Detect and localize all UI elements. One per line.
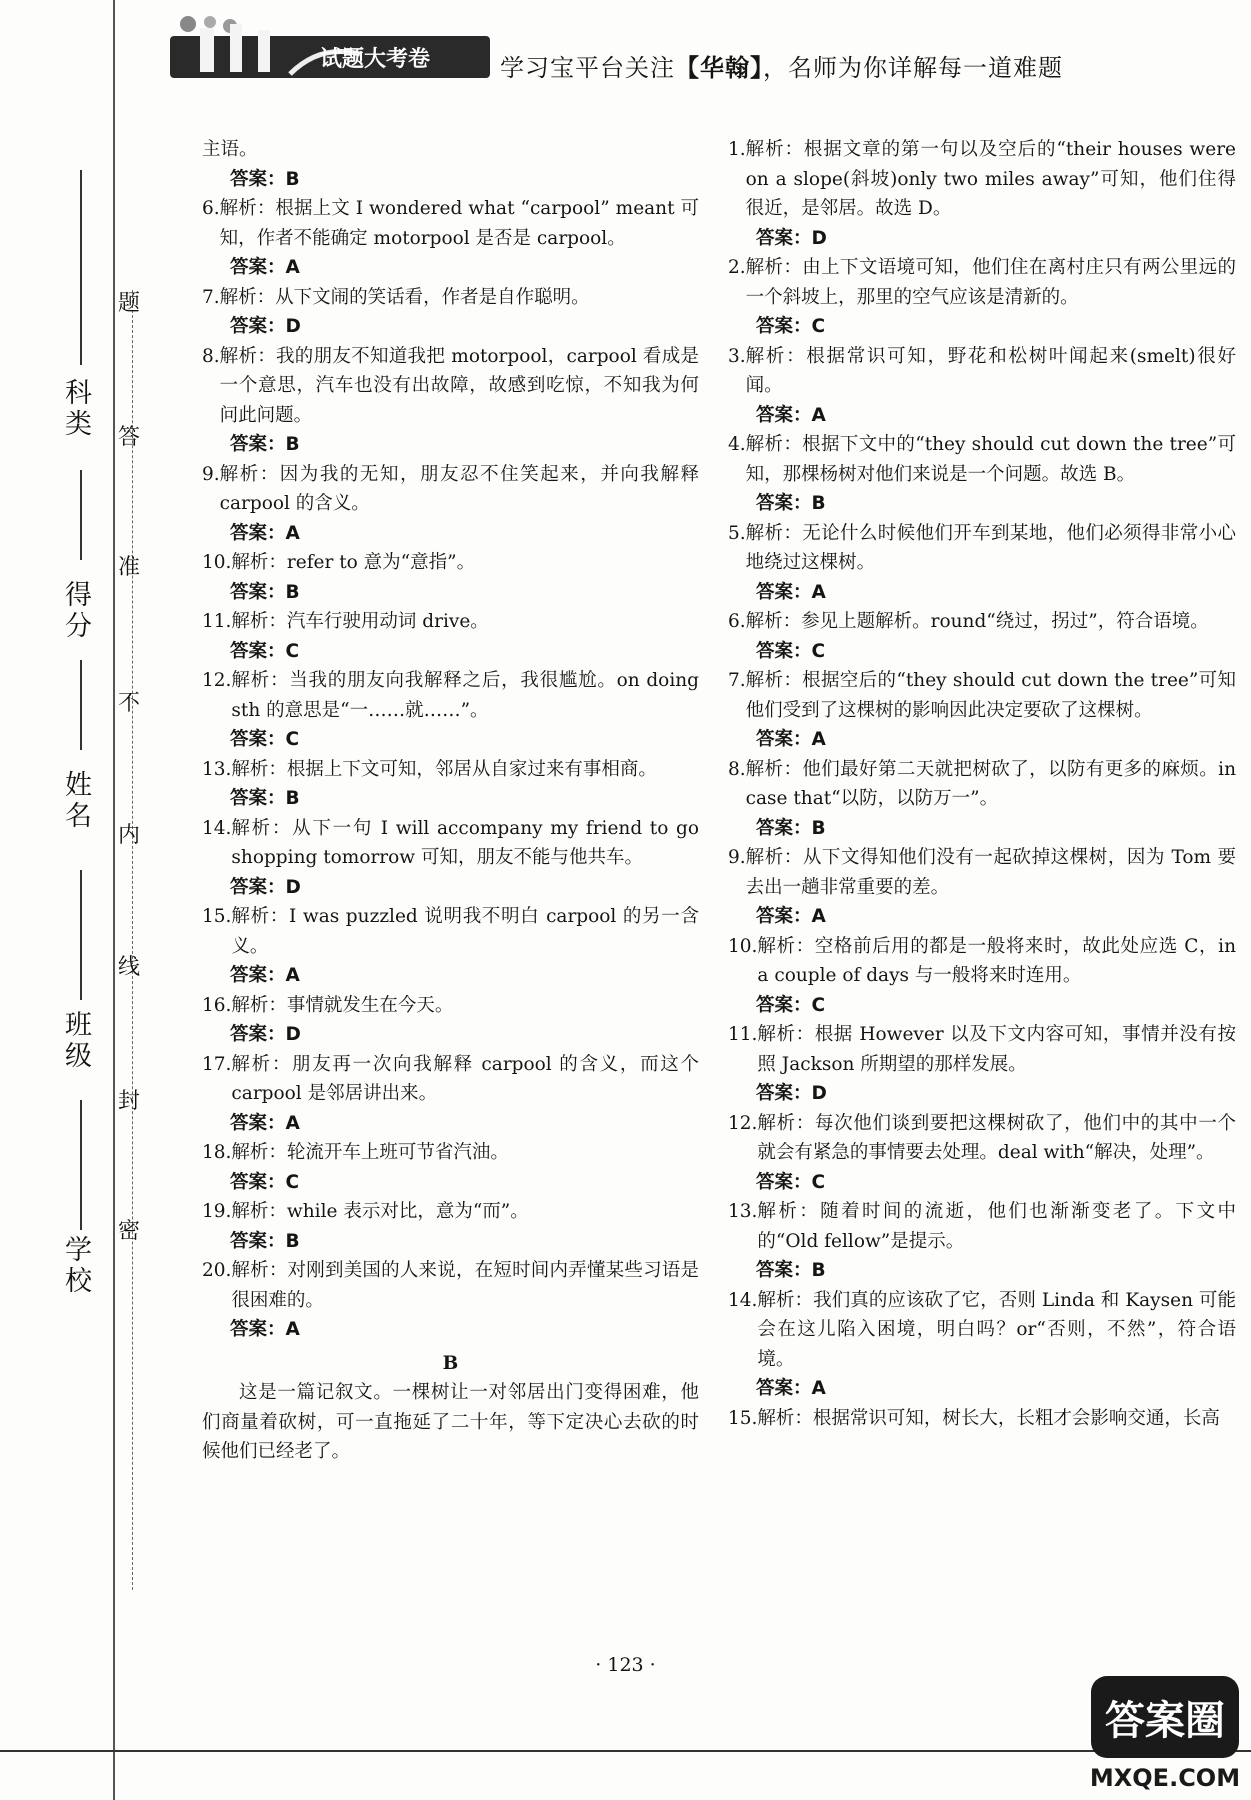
item-explanation: 解析：根据常识可知，野花和松树叶闻起来(smelt)很好闻。 xyxy=(745,345,1236,396)
item-number: 15. xyxy=(202,906,232,927)
item-number: 19. xyxy=(202,1201,232,1222)
page-number: · 123 · xyxy=(595,1654,656,1676)
item-answer: 答案：B xyxy=(230,581,300,603)
item-number: 1. xyxy=(728,139,746,160)
item-explanation: 解析：每次他们谈到要把这棵树砍了，他们中的其中一个就会有紧急的事情要去处理。deal with“解决，处理”。 xyxy=(757,1112,1236,1163)
right-item xyxy=(728,1286,1236,1375)
item-explanation: 解析：while 表示对比，意为“而”。 xyxy=(231,1201,529,1222)
item-explanation: 解析：由上下文语境可知，他们住在离村庄只有两公里远的一个斜坡上，那里的空气应该是清新的。 xyxy=(745,257,1236,308)
slogan-prefix: 学习宝平台关注 xyxy=(500,54,675,82)
header-logo-art xyxy=(170,14,490,88)
item-explanation: 解析：他们最好第二天就把树砍了，以防有更多的麻烦。in case that“以防，以防万一”。 xyxy=(745,758,1236,809)
left-item xyxy=(202,283,699,313)
item-explanation: 解析：根据 However 以及下文内容可知，事情并没有按照 Jackson 所期望的那样发展。 xyxy=(757,1024,1236,1075)
item-answer: 答案：C xyxy=(230,640,300,662)
watermark-logo xyxy=(1085,1668,1245,1794)
item-number: 12. xyxy=(728,1112,758,1134)
item-answer: 答案：A xyxy=(230,1319,300,1340)
item-answer: 答案：B xyxy=(756,817,826,839)
item-explanation: 解析：对刚到美国的人来说，在短时间内弄懂某些习语是很困难的。 xyxy=(231,1260,699,1311)
item-number: 9. xyxy=(728,847,746,868)
item-explanation: 解析：汽车行驶用动词 drive。 xyxy=(231,611,489,632)
item-explanation: 解析：因为我的无知，朋友忍不住笑起来，并向我解释 carpool 的含义。 xyxy=(219,463,699,514)
bottom-rule xyxy=(0,1750,1251,1752)
seal-char-6: 线 xyxy=(118,955,141,980)
item-explanation: 解析：根据常识可知，树长大，长粗才会影响交通，长高 xyxy=(757,1407,1220,1429)
item-number: 6. xyxy=(202,198,220,219)
left-item xyxy=(202,342,699,431)
header-slogan xyxy=(500,48,1063,83)
field-class: 班级 xyxy=(60,1010,91,1072)
left-item xyxy=(202,755,699,785)
item-number: 12. xyxy=(202,670,232,691)
item-explanation: 解析：我们真的应该砍了它，否则 Linda 和 Kaysen 可能会在这儿陷入困境，明白吗？or“否则，不然”，符合语境。 xyxy=(757,1289,1236,1370)
right-item xyxy=(728,519,1236,578)
seal-char-2: 答 xyxy=(118,425,141,450)
item-explanation: 解析：轮流开车上班可节省汽油。 xyxy=(231,1142,509,1163)
right-item xyxy=(728,135,1236,224)
slogan-brand: 【华翰】 xyxy=(675,54,763,82)
right-item xyxy=(728,1404,1236,1434)
left-item xyxy=(202,991,699,1021)
item-explanation: 解析：事情就发生在今天。 xyxy=(231,994,454,1016)
field-name: 姓名 xyxy=(60,770,91,832)
fold-line xyxy=(132,290,134,1590)
item-number: 11. xyxy=(202,611,232,632)
item-number: 2. xyxy=(728,257,746,278)
item-number: 13. xyxy=(202,758,232,780)
item-answer: 答案：D xyxy=(230,1024,301,1045)
item-number: 16. xyxy=(202,994,232,1016)
item-answer: 答案：D xyxy=(756,227,827,249)
binding-line xyxy=(113,0,115,1800)
left-item xyxy=(202,1050,699,1109)
item-explanation: 解析：当我的朋友向我解释之后，我很尴尬。on doing sth 的意思是“一……就……”。 xyxy=(231,670,699,721)
item-answer: 答案：A xyxy=(756,404,826,426)
seal-char-7: 封 xyxy=(118,1089,141,1114)
item-explanation: 解析：朋友再一次向我解释 carpool 的含义，而这个 carpool 是邻居讲出来。 xyxy=(231,1053,699,1104)
item-explanation: 解析：我的朋友不知道我把 motorpool，carpool 看成是一个意思，汽车也没有出故障，故感到吃惊，不知我为何问此问题。 xyxy=(219,345,699,426)
item-number: 15. xyxy=(728,1407,758,1429)
left-item xyxy=(202,1197,699,1227)
intro-line: 主语。 xyxy=(202,139,258,160)
right-item xyxy=(728,430,1236,489)
seal-char-5: 内 xyxy=(118,823,141,848)
item-answer: 答案：B xyxy=(230,788,300,809)
item-number: 4. xyxy=(728,434,746,455)
left-item xyxy=(202,607,699,637)
item-number: 13. xyxy=(728,1201,758,1222)
item-answer: 答案：A xyxy=(756,729,826,750)
item-number: 7. xyxy=(202,286,220,308)
item-explanation: 解析：空格前后用的都是一般将来时，故此处应选 C，in a couple of days 与一般将来时连用。 xyxy=(757,935,1236,986)
item-number: 18. xyxy=(202,1142,232,1163)
item-answer: 答案：B xyxy=(230,434,300,455)
right-item xyxy=(728,666,1236,725)
item-number: 7. xyxy=(728,670,746,691)
left-items xyxy=(202,194,699,1345)
item-number: 10. xyxy=(202,552,232,573)
item-number: 3. xyxy=(728,345,746,367)
item-answer: 答案：A xyxy=(230,965,300,986)
item-explanation: 解析：从下文得知他们没有一起砍掉这棵树，因为 Tom 要去出一趟非常重要的差。 xyxy=(745,847,1236,898)
svg-text:试题大考卷: 试题大考卷 xyxy=(320,47,431,72)
item-answer: 答案：B xyxy=(230,1230,300,1252)
item-explanation: 解析：根据空后的“they should cut down the tree”可知他们受到了这棵树的影响因此决定要砍了这棵树。 xyxy=(745,670,1236,721)
right-item xyxy=(728,607,1236,637)
right-item xyxy=(728,253,1236,312)
item-explanation: 解析：根据下文中的“they should cut down the tree”可知，那棵杨树对他们来说是一个问题。故选 B。 xyxy=(745,434,1236,485)
left-item xyxy=(202,814,699,873)
item-answer: 答案：C xyxy=(756,994,826,1016)
item-explanation: 解析：根据上文 I wondered what “carpool” meant 可知，作者不能确定 motorpool 是否是 carpool。 xyxy=(219,198,699,249)
right-item xyxy=(728,755,1236,814)
item-answer: 答案：A xyxy=(756,1378,826,1399)
item-number: 9. xyxy=(202,463,220,485)
field-line-score xyxy=(80,470,82,560)
item-number: 5. xyxy=(728,522,746,544)
left-item xyxy=(202,666,699,725)
item-explanation: 解析：根据文章的第一句以及空后的“their houses were on a slope(斜坡)only two miles away”可知，他们住得很近，是邻居。故选 D。 xyxy=(745,139,1236,219)
field-line-class xyxy=(80,870,82,1000)
slogan-suffix: ，名师为你详解每一道难题 xyxy=(763,54,1063,82)
item-explanation: 解析：随着时间的流逝，他们也渐渐变老了。下文中的“Old fellow”是提示。 xyxy=(757,1201,1236,1252)
item-number: 14. xyxy=(728,1289,758,1311)
seal-char-8: 密 xyxy=(118,1219,141,1244)
right-item xyxy=(728,843,1236,902)
left-item xyxy=(202,194,699,253)
section-title: B xyxy=(442,1352,459,1374)
item-explanation: 解析：参见上题解析。round“绕过，拐过”，符合语境。 xyxy=(745,611,1209,632)
left-item xyxy=(202,902,699,961)
seal-char-1: 题 xyxy=(118,291,141,316)
item-number: 10. xyxy=(728,935,758,957)
page-header xyxy=(170,14,1250,92)
item-explanation: 解析：无论什么时候他们开车到某地，他们必须得非常小心地绕过这棵树。 xyxy=(745,522,1236,573)
item-number: 6. xyxy=(728,611,746,632)
item-explanation: 解析：从下文闹的笑话看，作者是自作聪明。 xyxy=(219,286,590,308)
item-answer: 答案：A xyxy=(230,257,300,278)
field-line-school xyxy=(80,1100,82,1230)
item-number: 8. xyxy=(728,758,746,780)
item-number: 14. xyxy=(202,817,232,839)
item-answer: 答案：A xyxy=(230,1112,300,1134)
left-item xyxy=(202,1256,699,1315)
right-item xyxy=(728,1109,1236,1168)
item-answer: 答案：C xyxy=(756,640,826,662)
item-explanation: 解析：I was puzzled 说明我不明白 carpool 的另一含义。 xyxy=(231,906,699,957)
left-column xyxy=(202,135,699,1467)
left-item xyxy=(202,1138,699,1168)
item-answer: 答案：A xyxy=(756,581,826,603)
item-answer: 答案：A xyxy=(756,906,826,927)
svg-text:MXQE.COM: MXQE.COM xyxy=(1089,1764,1241,1792)
left-item xyxy=(202,460,699,519)
section-intro: 这是一篇记叙文。一棵树让一对邻居出门变得困难，他们商量着砍树，可一直拖延了二十年，等下定决心去砍的时候他们已经老了。 xyxy=(202,1382,699,1462)
item-number: 11. xyxy=(728,1024,758,1045)
item-explanation: 解析：refer to 意为“意指”。 xyxy=(231,552,476,573)
intro-answer: 答案：B xyxy=(230,168,300,190)
item-answer: 答案：C xyxy=(756,1171,826,1193)
field-line-name xyxy=(80,660,82,750)
right-item xyxy=(728,1197,1236,1256)
right-item xyxy=(728,932,1236,991)
right-item xyxy=(728,1020,1236,1079)
item-number: 8. xyxy=(202,345,220,367)
item-answer: 答案：B xyxy=(756,1260,826,1281)
right-item xyxy=(728,342,1236,401)
item-answer: 答案：A xyxy=(230,522,300,544)
seal-char-3: 准 xyxy=(118,555,141,580)
left-item xyxy=(202,548,699,578)
item-number: 20. xyxy=(202,1260,232,1281)
right-items xyxy=(728,135,1236,1433)
svg-text:答案圈: 答案圈 xyxy=(1105,1698,1225,1744)
item-answer: 答案：C xyxy=(756,316,826,337)
item-answer: 答案：C xyxy=(230,729,300,750)
field-subject: 科类 xyxy=(60,378,91,440)
item-explanation: 解析：从下一句 I will accompany my friend to go shopping tomorrow 可知，朋友不能与他共车。 xyxy=(231,817,699,868)
field-score: 得分 xyxy=(60,580,91,642)
seal-char-4: 不 xyxy=(118,691,141,716)
right-column xyxy=(728,135,1236,1433)
item-answer: 答案：D xyxy=(230,316,301,337)
item-answer: 答案：C xyxy=(230,1171,300,1193)
item-explanation: 解析：根据上下文可知，邻居从自家过来有事相商。 xyxy=(231,758,657,780)
field-school: 学校 xyxy=(60,1235,91,1297)
field-line-subject xyxy=(80,170,82,365)
item-answer: 答案：B xyxy=(756,493,826,514)
item-number: 17. xyxy=(202,1053,232,1075)
item-answer: 答案：D xyxy=(230,876,301,898)
item-answer: 答案：D xyxy=(756,1083,827,1104)
